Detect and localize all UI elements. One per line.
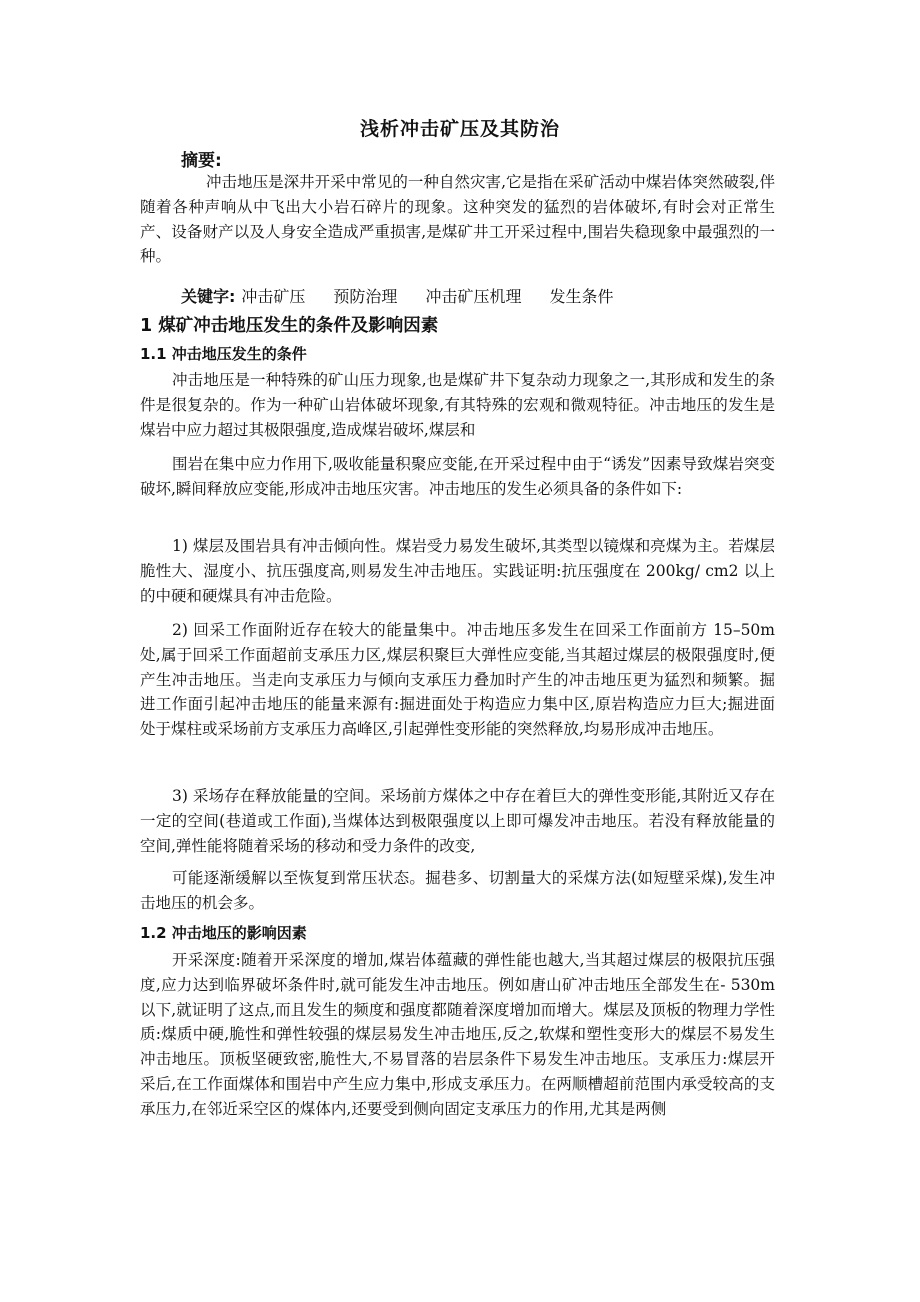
keywords-line bbox=[181, 284, 635, 307]
document-title: 浅析冲击矿压及其防治 bbox=[359, 118, 560, 140]
list-item: 可能逐渐缓解以至恢复到常压状态。掘巷多、切割量大的采煤方法(如短壁采煤),发生冲击地压的机会多。 bbox=[140, 869, 775, 912]
keyword-item: 冲击矿压 bbox=[241, 287, 306, 306]
list-item: 3) 采场存在释放能量的空间。采场前方煤体之中存在着巨大的弹性变形能,其附近又存在一定的空间(巷道或工作面),当煤体达到极限强度以上即可爆发冲击地压。若没有释放能量的空间,弹性能将随着采场的移动和受力条件的改变, bbox=[140, 787, 775, 855]
list-item: 2) 回采工作面附近存在较大的能量集中。冲击地压多发生在回采工作面前方 15–50m 处,属于回采工作面超前支承压力区,煤层积聚巨大弹性应变能,当其超过煤层的极限强度时,便产生冲击地压。当走向支承压力与倾向支承压力叠加时产生的冲击地压更为猛烈和频繁。掘进工作面引起冲击地压的能量来源有:掘进面处于构造应力集中区,原岩构造应力巨大;掘进面处于煤柱或采场前方支承压力高峰区,引起弹性变形能的突然释放,均易形成冲击地压。 bbox=[140, 621, 775, 739]
list-item: 1) 煤层及围岩具有冲击倾向性。煤岩受力易发生破坏,其类型以镜煤和亮煤为主。若煤层脆性大、湿度小、抗压强度高,则易发生冲击地压。实践证明:抗压强度在 200kg/ cm2 以上的中硬和硬煤具有冲击危险。 bbox=[140, 537, 775, 605]
subsection-heading: 1.1 冲击地压发生的条件 bbox=[140, 345, 307, 363]
keyword-item: 预防治理 bbox=[333, 287, 398, 306]
subsection-heading: 1.2 冲击地压的影响因素 bbox=[140, 924, 307, 942]
keywords-label: 关键字: bbox=[181, 287, 236, 306]
paragraph: 冲击地压是一种特殊的矿山压力现象,也是煤矿井下复杂动力现象之一,其形成和发生的条件是很复杂的。作为一种矿山岩体破坏现象,有其特殊的宏观和微观特征。冲击地压的发生是煤岩中应力超过其极限强度,造成煤岩破坏,煤层和 bbox=[140, 371, 775, 439]
paragraph: 开采深度:随着开采深度的增加,煤岩体蕴藏的弹性能也越大,当其超过煤层的极限抗压强度,应力达到临界破坏条件时,就可能发生冲击地压。例如唐山矿冲击地压全部发生在- 530m 以下,就证明了这点,而且发生的频度和强度都随着深度增加而增大。煤层及顶板的物理力学性质:煤质中硬,脆性和弹性较强的煤层易发生冲击地压,反之,软煤和塑性变形大的煤层不易发生冲击地压。顶板坚硬致密,脆性大,不易冒落的岩层条件下易发生冲击地压。支承压力:煤层开采后,在工作面煤体和围岩中产生应力集中,形成支承压力。在两顺槽超前范围内承受较高的支承压力,在邻近采空区的煤体内,还要受到侧向固定支承压力的作用,尤其是两侧 bbox=[140, 951, 775, 1118]
paragraph: 围岩在集中应力作用下,吸收能量积聚应变能,在开采过程中由于“诱发”因素导致煤岩突变破坏,瞬间释放应变能,形成冲击地压灾害。冲击地压的发生必须具备的条件如下: bbox=[140, 455, 775, 498]
keyword-item: 冲击矿压机理 bbox=[425, 287, 522, 306]
abstract-text: 冲击地压是深井开采中常见的一种自然灾害,它是指在采矿活动中煤岩体突然破裂,伴随着各种声响从中飞出大小岩石碎片的现象。这种突发的猛烈的岩体破坏,有时会对正常生产、设备财产以及人身安全造成严重损害,是煤矿井工开采过程中,围岩失稳现象中最强烈的一种。 bbox=[140, 173, 775, 266]
keyword-item: 发生条件 bbox=[549, 287, 614, 306]
section-heading: 1 煤矿冲击地压发生的条件及影响因素 bbox=[140, 316, 439, 336]
abstract-label: 摘要: bbox=[181, 151, 222, 171]
